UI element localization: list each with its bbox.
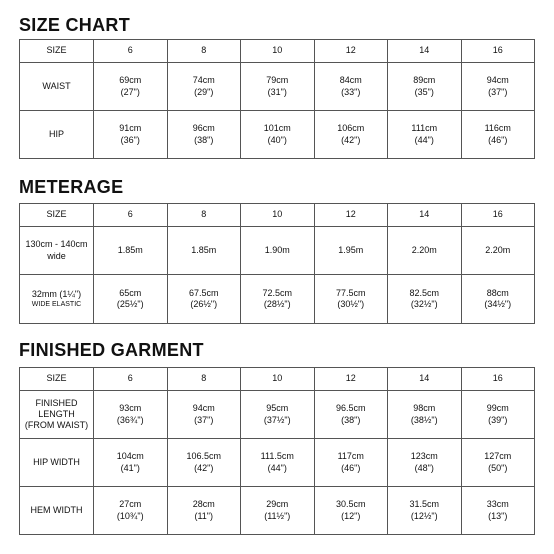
fabric-width-label: 130cm - 140cm wide bbox=[20, 227, 94, 275]
size-header-label: SIZE bbox=[20, 368, 94, 391]
size-16-header: 16 bbox=[461, 204, 535, 227]
finished-garment-table bbox=[19, 367, 535, 535]
hem-width-size-12: 30.5cm (12") bbox=[314, 487, 388, 535]
hip-size-8: 96cm (38") bbox=[167, 111, 241, 159]
elastic-size-12: 77.5cm (30½") bbox=[314, 275, 388, 324]
fabric-size-12: 1.95m bbox=[314, 227, 388, 275]
hip-size-10: 101cm (40") bbox=[241, 111, 315, 159]
size-8-header: 8 bbox=[167, 368, 241, 391]
size-12-header: 12 bbox=[314, 204, 388, 227]
meterage-title: METERAGE bbox=[19, 177, 124, 197]
fabric-size-14: 2.20m bbox=[388, 227, 462, 275]
finished-header-row bbox=[20, 368, 535, 391]
finished-garment-title: FINISHED GARMENT bbox=[19, 340, 204, 360]
hem-width-size-10: 29cm (11½") bbox=[241, 487, 315, 535]
hip-width-size-14: 123cm (48") bbox=[388, 439, 462, 487]
fabric-size-10: 1.90m bbox=[241, 227, 315, 275]
length-size-6: 93cm (36¾") bbox=[94, 391, 168, 439]
waist-label: WAIST bbox=[20, 63, 94, 111]
waist-size-10: 79cm (31") bbox=[241, 63, 315, 111]
size-14-header: 14 bbox=[388, 368, 462, 391]
finished-length-row bbox=[20, 391, 535, 439]
length-size-16: 99cm (39") bbox=[461, 391, 535, 439]
hip-row bbox=[20, 111, 535, 159]
waist-size-8: 74cm (29") bbox=[167, 63, 241, 111]
waist-size-6: 69cm (27") bbox=[94, 63, 168, 111]
hip-width-size-10: 111.5cm (44") bbox=[241, 439, 315, 487]
meterage-header-row bbox=[20, 204, 535, 227]
hip-width-size-8: 106.5cm (42") bbox=[167, 439, 241, 487]
size-chart-table bbox=[19, 39, 535, 159]
size-header-label: SIZE bbox=[20, 40, 94, 63]
size-16-header: 16 bbox=[461, 40, 535, 63]
size-10-header: 10 bbox=[241, 368, 315, 391]
hem-width-size-8: 28cm (11") bbox=[167, 487, 241, 535]
size-10-header: 10 bbox=[241, 204, 315, 227]
hem-width-row bbox=[20, 487, 535, 535]
elastic-size-8: 67.5cm (26½") bbox=[167, 275, 241, 324]
size-chart-title: SIZE CHART bbox=[19, 15, 130, 35]
meterage-table bbox=[19, 203, 535, 324]
elastic-row bbox=[20, 275, 535, 324]
hip-size-16: 116cm (46") bbox=[461, 111, 535, 159]
size-12-header: 12 bbox=[314, 40, 388, 63]
elastic-size-6: 65cm (25½") bbox=[94, 275, 168, 324]
elastic-size-10: 72.5cm (28½") bbox=[241, 275, 315, 324]
waist-size-12: 84cm (33") bbox=[314, 63, 388, 111]
fabric-width-row bbox=[20, 227, 535, 275]
size-14-header: 14 bbox=[388, 204, 462, 227]
length-size-14: 98cm (38½") bbox=[388, 391, 462, 439]
hip-width-size-12: 117cm (46") bbox=[314, 439, 388, 487]
fabric-size-6: 1.85m bbox=[94, 227, 168, 275]
waist-row bbox=[20, 63, 535, 111]
elastic-size-14: 82.5cm (32½") bbox=[388, 275, 462, 324]
size-12-header: 12 bbox=[314, 368, 388, 391]
hem-width-size-6: 27cm (10¾") bbox=[94, 487, 168, 535]
size-header-label: SIZE bbox=[20, 204, 94, 227]
fabric-size-8: 1.85m bbox=[167, 227, 241, 275]
size-16-header: 16 bbox=[461, 368, 535, 391]
size-14-header: 14 bbox=[388, 40, 462, 63]
size-6-header: 6 bbox=[94, 368, 168, 391]
finished-length-label: FINISHED LENGTH (FROM WAIST) bbox=[20, 391, 94, 439]
size-8-header: 8 bbox=[167, 40, 241, 63]
length-size-12: 96.5cm (38") bbox=[314, 391, 388, 439]
hip-size-6: 91cm (36") bbox=[94, 111, 168, 159]
hip-size-12: 106cm (42") bbox=[314, 111, 388, 159]
size-10-header: 10 bbox=[241, 40, 315, 63]
size-chart-header-row bbox=[20, 40, 535, 63]
length-size-10: 95cm (37½") bbox=[241, 391, 315, 439]
waist-size-14: 89cm (35") bbox=[388, 63, 462, 111]
hip-size-14: 111cm (44") bbox=[388, 111, 462, 159]
hip-width-size-6: 104cm (41") bbox=[94, 439, 168, 487]
size-6-header: 6 bbox=[94, 40, 168, 63]
elastic-size-16: 88cm (34½") bbox=[461, 275, 535, 324]
fabric-size-16: 2.20m bbox=[461, 227, 535, 275]
hip-width-label: HIP WIDTH bbox=[20, 439, 94, 487]
size-6-header: 6 bbox=[94, 204, 168, 227]
hem-width-label: HEM WIDTH bbox=[20, 487, 94, 535]
waist-size-16: 94cm (37") bbox=[461, 63, 535, 111]
hip-label: HIP bbox=[20, 111, 94, 159]
hem-width-size-14: 31.5cm (12½") bbox=[388, 487, 462, 535]
hem-width-size-16: 33cm (13") bbox=[461, 487, 535, 535]
elastic-label: 32mm (1¼") WIDE ELASTIC bbox=[20, 275, 94, 324]
length-size-8: 94cm (37") bbox=[167, 391, 241, 439]
hip-width-size-16: 127cm (50") bbox=[461, 439, 535, 487]
size-8-header: 8 bbox=[167, 204, 241, 227]
hip-width-row bbox=[20, 439, 535, 487]
